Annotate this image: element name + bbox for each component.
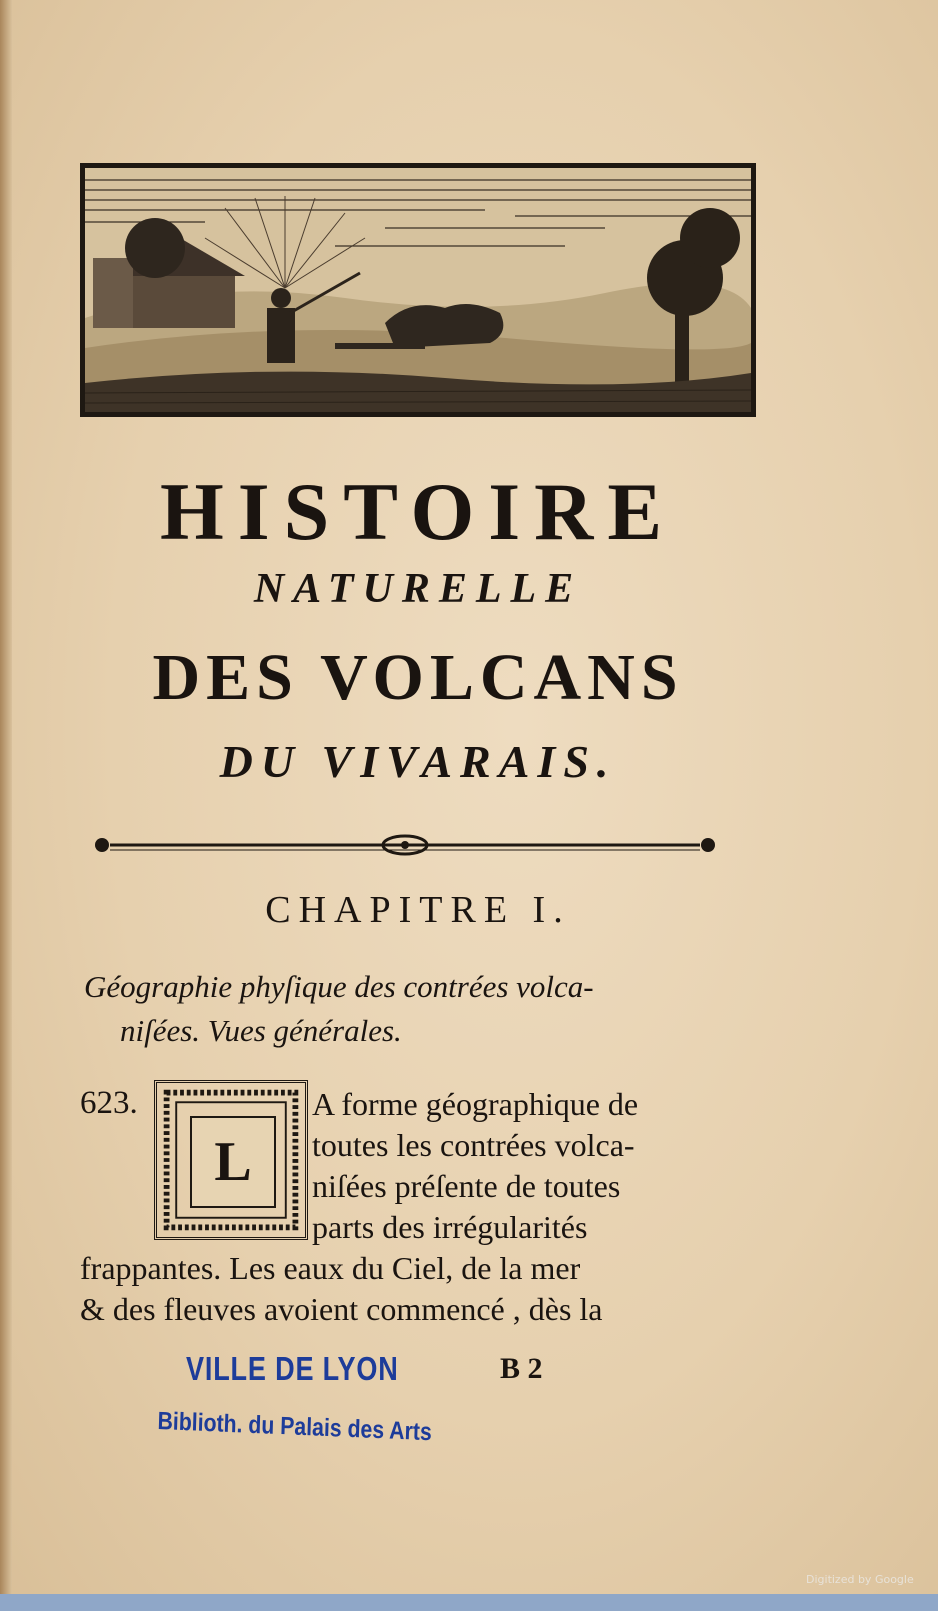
title-line-3: DES VOLCANS <box>152 641 684 714</box>
body-line-6: & des fleuves avoient commencé , dès la <box>80 1291 603 1327</box>
drop-cap <box>154 1080 308 1240</box>
body-line-5: frappantes. Les eaux du Ciel, de la mer <box>80 1250 581 1286</box>
ornamental-rule <box>90 830 720 860</box>
page-gutter <box>0 0 12 1611</box>
title-line-1: HISTOIRE <box>159 466 677 557</box>
body-line-2: toutes les contrées volca- <box>312 1127 635 1163</box>
body-line-1: A forme géographique de <box>312 1086 639 1122</box>
digitized-watermark: Digitized by Google <box>806 1573 914 1586</box>
library-stamp-line-1: VILLE DE LYON <box>186 1350 399 1387</box>
drop-cap-letter: L <box>190 1116 276 1208</box>
chapter-subtitle <box>84 965 724 1053</box>
headpiece-engraving <box>80 163 756 417</box>
title-line-4: DU VIVARAIS. <box>219 736 617 787</box>
chapter-heading: CHAPITRE I. <box>265 889 571 931</box>
subtitle-line-2: niſées. Vues générales. <box>120 1013 402 1048</box>
body-line-3: niſées préſente de toutes <box>312 1168 621 1204</box>
title-line-2: NATURELLE <box>253 566 583 612</box>
viewer-bottom-bar <box>0 1594 938 1611</box>
library-stamp-line-2: Biblioth. du Palais des Arts <box>157 1407 433 1447</box>
signature-mark: B 2 <box>500 1352 543 1385</box>
subtitle-line-1: Géographie phyſique des contrées volca- <box>84 969 594 1004</box>
paragraph-number: 623. <box>80 1085 138 1121</box>
body-line-4: parts des irrégularités <box>312 1209 588 1245</box>
